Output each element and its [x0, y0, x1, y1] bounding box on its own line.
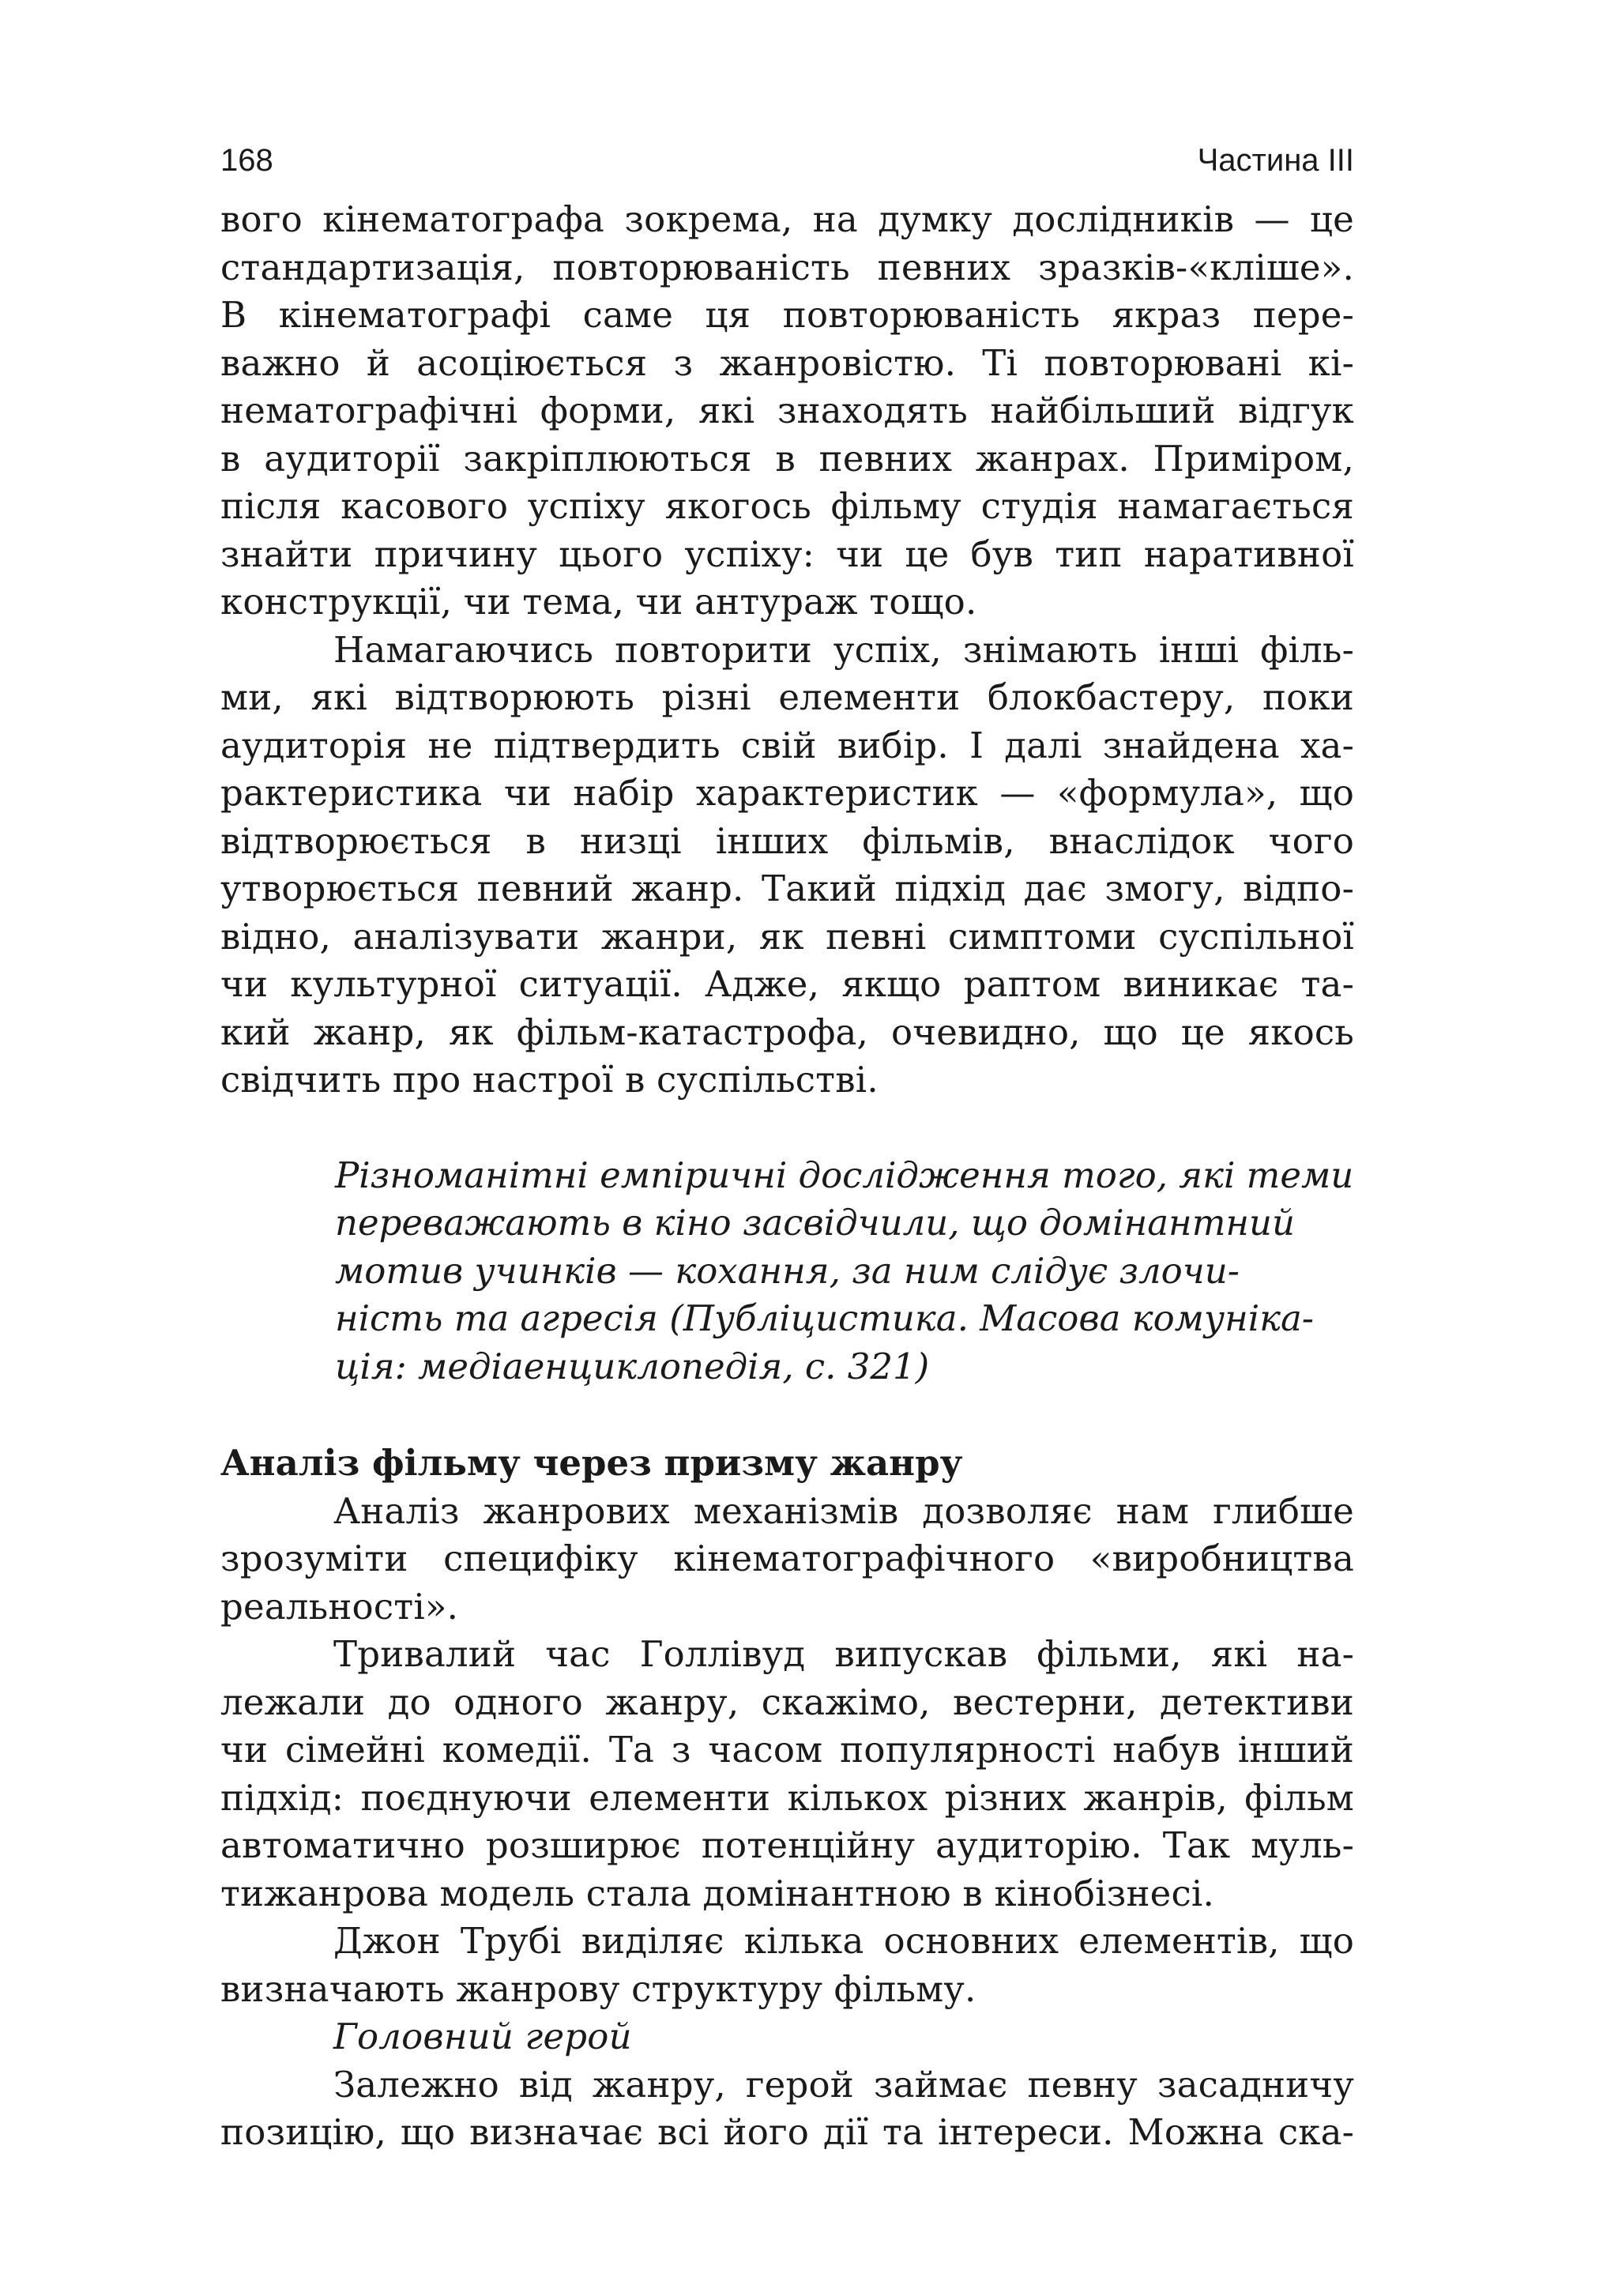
text-line: підхід: поєднуючи елементи кількох різних жанрів, фільм: [220, 1776, 1354, 1819]
text-line: важно й асоціюється з жанровістю. Ті повторювані кі-: [220, 341, 1354, 384]
section-heading: Аналіз фільму через призму жанру: [220, 1442, 963, 1484]
text-line: чи культурної ситуації. Адже, якщо раптом виникає та-: [220, 963, 1354, 1005]
text-line: відно, аналізувати жанри, як певні симптоми суспільної: [220, 915, 1354, 958]
text-line: реальності».: [220, 1585, 459, 1628]
paragraph-3: [220, 1488, 1354, 1632]
paragraph-1: [220, 196, 1354, 627]
subheading: Головний герой: [333, 2016, 632, 2057]
quote-line: Різноманітні емпіричні дослідження того, які теми: [335, 1154, 1354, 1196]
text-line: автоматично розширює потенційну аудиторію. Так муль-: [220, 1824, 1354, 1866]
text-line: після касового успіху якогось фільму студія намагається: [220, 485, 1354, 527]
text-line: Аналіз жанрових механізмів дозволяє нам глибше: [333, 1489, 1354, 1532]
text-line: стандартизація, повторюваність певних зразків-«кліше».: [220, 246, 1354, 288]
paragraph-2: [220, 627, 1354, 1105]
text-line: тижанрова модель стала домінантною в кінобізнесі.: [220, 1872, 1215, 1914]
book-page: [220, 142, 1354, 2157]
text-line: свідчить про настрої в суспільстві.: [220, 1059, 879, 1101]
text-line: зрозуміти специфіку кінематографічного «виробництва: [220, 1538, 1354, 1579]
part-label: Частина III: [1197, 143, 1354, 178]
text-line: В кінематографі саме ця повторюваність якраз пере-: [220, 294, 1354, 336]
running-head: [220, 142, 1354, 179]
text-line: Джон Трубі виділяє кілька основних елементів, що: [333, 1920, 1354, 1962]
text-line: рактеристика чи набір характеристик — «формула», що: [220, 772, 1354, 814]
text-line: відтворюється в низці інших фільмів, внаслідок чого: [220, 819, 1354, 862]
quote-line: мотив учинків — кохання, за ним слідує злочи-: [335, 1249, 1240, 1292]
paragraph-4: [220, 1631, 1354, 1918]
text-line: Намагаючись повторити успіх, знімають інші філь-: [333, 628, 1354, 671]
text-line: нематографічні форми, які знаходять найбільший відгук: [220, 390, 1354, 431]
text-line: конструкції, чи тема, чи антураж тощо.: [220, 581, 977, 623]
paragraph-5: [220, 1918, 1354, 2013]
text-line: в аудиторії закріплюються в певних жанрах. Приміром,: [220, 437, 1354, 480]
text-line: кий жанр, як фільм-катастрофа, очевидно, що це якось: [220, 1011, 1354, 1053]
text-line: позицію, що визначає всі його дії та інтереси. Можна ска-: [220, 2111, 1354, 2153]
quote-line: ність та агресія (Публіцистика. Масова комуніка-: [335, 1297, 1315, 1339]
text-line: утворюється певний жанр. Такий підхід дає змогу, відпо-: [220, 868, 1354, 909]
quote-line: ція: медіаенциклопедія, с. 321): [335, 1345, 930, 1387]
text-line: Залежно від жанру, герой займає певну засадничу: [333, 2063, 1354, 2106]
text-line: ми, які відтворюють різні елементи блокбастеру, поки: [220, 676, 1354, 718]
subheading-block: [220, 2013, 1354, 2061]
paragraph-6: [220, 2061, 1354, 2157]
text-line: чи сімейні комедії. Та з часом популярності набув інший: [220, 1729, 1354, 1771]
page-number: 168: [220, 143, 273, 178]
block-quote: [220, 1152, 1354, 1391]
text-line: аудиторія не підтвердить свій вибір. І далі знайдена ха-: [220, 724, 1354, 766]
text-line: лежали до одного жанру, скажімо, вестерни, детективи: [220, 1681, 1354, 1723]
text-line: визначають жанрову структуру фільму.: [220, 1967, 976, 2010]
quote-line: переважають в кіно засвідчили, що домінантний: [335, 1202, 1295, 1244]
text-line: Тривалий час Голлівуд випускав фільми, які на-: [333, 1633, 1354, 1675]
text-line: вого кінематографа зокрема, на думку дослідників — це: [220, 198, 1354, 240]
text-line: знайти причину цього успіху: чи це був тип наративної: [220, 533, 1354, 575]
